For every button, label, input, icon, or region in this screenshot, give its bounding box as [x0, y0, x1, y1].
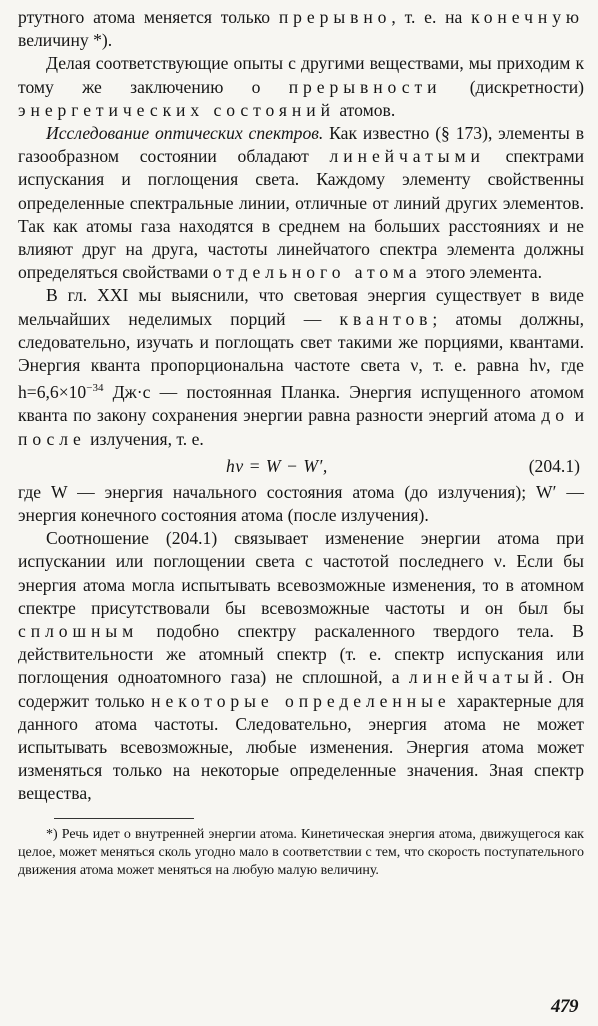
- footnote-divider: [54, 818, 194, 819]
- footnote: [18, 826, 584, 880]
- text-run: подобно спектру раскаленного твердого тела. В действительности же атомный спектр (т. е. спектр испускания или поглощения одноатомного газа) не сплошной, а: [18, 620, 584, 688]
- paragraph-5: [18, 481, 584, 527]
- paragraph-1: [18, 6, 584, 52]
- spaced-emphasis: после: [18, 428, 86, 449]
- text-run: величину *).: [18, 30, 113, 51]
- formula: hν = W − W′,: [226, 455, 328, 476]
- text-run: этого элемента.: [421, 262, 542, 283]
- spaced-emphasis: до: [541, 405, 570, 426]
- section-heading: Исследование оптических спектров.: [46, 123, 324, 144]
- spaced-emphasis: линейчатыми: [329, 146, 485, 167]
- text-run: ; атомы должны, следовательно, изучать и поглощать свет такими же порциями, квантами. Энергия кванта пропорциональна частоте света ν, т. е. равна hν, где h=6,6×10: [18, 308, 584, 403]
- formula-line: [18, 451, 584, 481]
- main-text: [18, 6, 584, 806]
- paragraph-6: [18, 527, 584, 805]
- exponent: −34: [86, 382, 104, 395]
- equation-number: (204.1): [528, 455, 580, 476]
- spaced-emphasis: отдельного атома: [212, 262, 422, 283]
- text-run: спектрами испускания и поглощения света. Каждому элементу свойственны определенные спектральные линии, отличные от линий других элементов. Так как атомы газа находятся в среднем на больших расстояниях и не влияют друг на друга, частоты линейчатого спектра элемента должны определяться свойствами: [18, 146, 584, 283]
- spaced-emphasis: сплошным: [18, 620, 139, 641]
- spaced-emphasis: энергетических состояний: [18, 99, 335, 120]
- spaced-emphasis: линейчатый: [408, 667, 549, 688]
- spaced-emphasis: прерывно: [278, 7, 392, 27]
- text-run: Дж·с — постоянная Планка. Энергия испущенного атомом кванта по закону сохранения энергии равна разности энергий атома: [18, 382, 584, 426]
- text-run: Соотношение (204.1) связывает изменение энергии атома при испускании или поглощении света с частотой последнего ν. Если бы энергия атома могла испытывать всевозможные изменения, то в атомном спектре присутствовали бы всевозможные частоты и он был бы: [18, 528, 584, 618]
- footnote-text: *) Речь идет о внутренней энергии атома. Кинетическая энергия атома, движущегося как целое, может меняться сколь угодно мало в соответствии с тем, что скорость поступательного движения атома может меняться на любую малую величину.: [18, 826, 584, 878]
- text-run: ртутного атома меняется только: [18, 7, 279, 27]
- text-run: атомов.: [334, 99, 396, 120]
- text-run: излучения, т. е.: [85, 428, 204, 449]
- spaced-emphasis: квантов: [339, 308, 433, 329]
- text-run: характерные для данного атома частоты. Следовательно, энергия атома не может испытывать всевозможные, любые изменения. Энергия атома может изменяться только на некоторые определенные значения. Зная спектр вещества,: [18, 690, 584, 804]
- spaced-emphasis: конечную: [471, 7, 584, 27]
- spaced-emphasis: некоторые определенные: [151, 690, 451, 711]
- text-run: где W — энергия начального состояния атома (до излучения); W′ — энергия конечного состояния атома (после излучения).: [18, 481, 584, 525]
- text-run: В гл. XXI мы выяснили, что световая энергия существует в виде мельчайших неделимых порций —: [18, 285, 584, 329]
- spaced-emphasis: прерывности: [288, 76, 442, 97]
- paragraph-4: [18, 284, 584, 450]
- text-run: и: [569, 405, 584, 426]
- page-number: 479: [551, 996, 578, 1017]
- text-run: . Он содержит только: [18, 667, 584, 711]
- text-run: Делая соответствующие опыты с другими веществами, мы приходим к тому же заключению о: [18, 53, 584, 97]
- text-run: Как известно (§ 173), элементы в газообразном состоянии обладают: [18, 123, 585, 167]
- text-run: (дискретности): [441, 76, 585, 97]
- text-run: , т. е. на: [391, 7, 472, 27]
- paragraph-3: [18, 122, 584, 284]
- paragraph-2: [18, 52, 584, 122]
